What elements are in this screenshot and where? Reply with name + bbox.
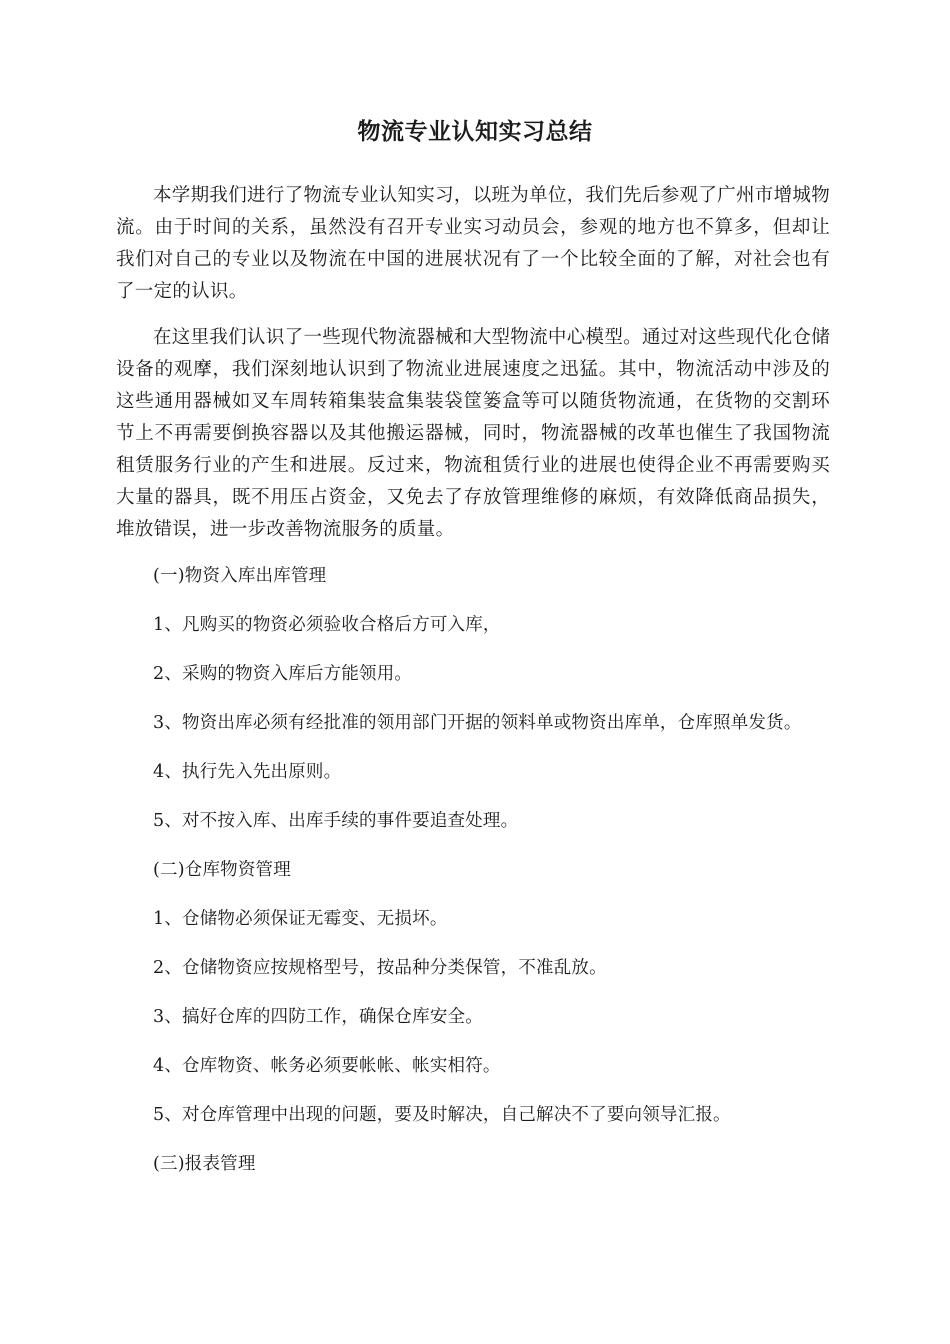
list-item: 2、仓储物资应按规格型号，按品种分类保管，不准乱放。: [153, 958, 607, 978]
list-item: 1、仓储物必须保证无霉变、无损坏。: [153, 909, 448, 929]
document-body: [116, 180, 830, 1197]
section-heading-warehouse: (二)仓库物资管理: [153, 860, 291, 880]
document-title: 物流专业认知实习总结: [357, 119, 593, 145]
section-heading-inbound-outbound: (一)物资入库出库管理: [153, 566, 327, 586]
list-item: 5、对不按入库、出库手续的事件要追查处理。: [153, 811, 519, 831]
list-item: 2、采购的物资入库后方能领用。: [153, 664, 413, 684]
section-heading-reports: (三)报表管理: [153, 1154, 256, 1174]
list-item: 1、凡购买的物资必须验收合格后方可入库，: [153, 615, 501, 635]
list-item: 3、搞好仓库的四防工作，确保仓库安全。: [153, 1007, 483, 1027]
list-item: 4、仓库物资、帐务必须要帐帐、帐实相符。: [153, 1056, 501, 1076]
equipment-paragraph: 在这里我们认识了一些现代物流器械和大型物流中心模型。通过对这些现代化仓储设备的观摩，我们深刻地认识到了物流业进展速度之迅猛。其中，物流活动中涉及的这些通用器械如叉车周转箱集装盒集装袋筐篓盒等可以随货物流通，在货物的交割环节上不再需要倒换容器以及其他搬运器械，同时，物流器械的改革也催生了我国物流租赁服务行业的产生和进展。反过来，物流租赁行业的进展也使得企业不再需要购买大量的器具，既不用压占资金，又免去了存放管理维修的麻烦，有效降低商品损失，堆放错误，进一步改善物流服务的质量。: [116, 327, 830, 540]
intro-paragraph: 本学期我们进行了物流专业认知实习，以班为单位，我们先后参观了广州市增城物流。由于时间的关系，虽然没有召开专业实习动员会，参观的地方也不算多，但却让我们对自己的专业以及物流在中国的进展状况有了一个比较全面的了解，对社会也有了一定的认识。: [116, 185, 830, 302]
list-item: 4、执行先入先出原则。: [153, 762, 342, 782]
list-item: 5、对仓库管理中出现的问题，要及时解决，自己解决不了要向领导汇报。: [153, 1105, 731, 1125]
list-item: 3、物资出库必须有经批准的领用部门开据的领料单或物资出库单，仓库照单发货。: [153, 713, 802, 733]
